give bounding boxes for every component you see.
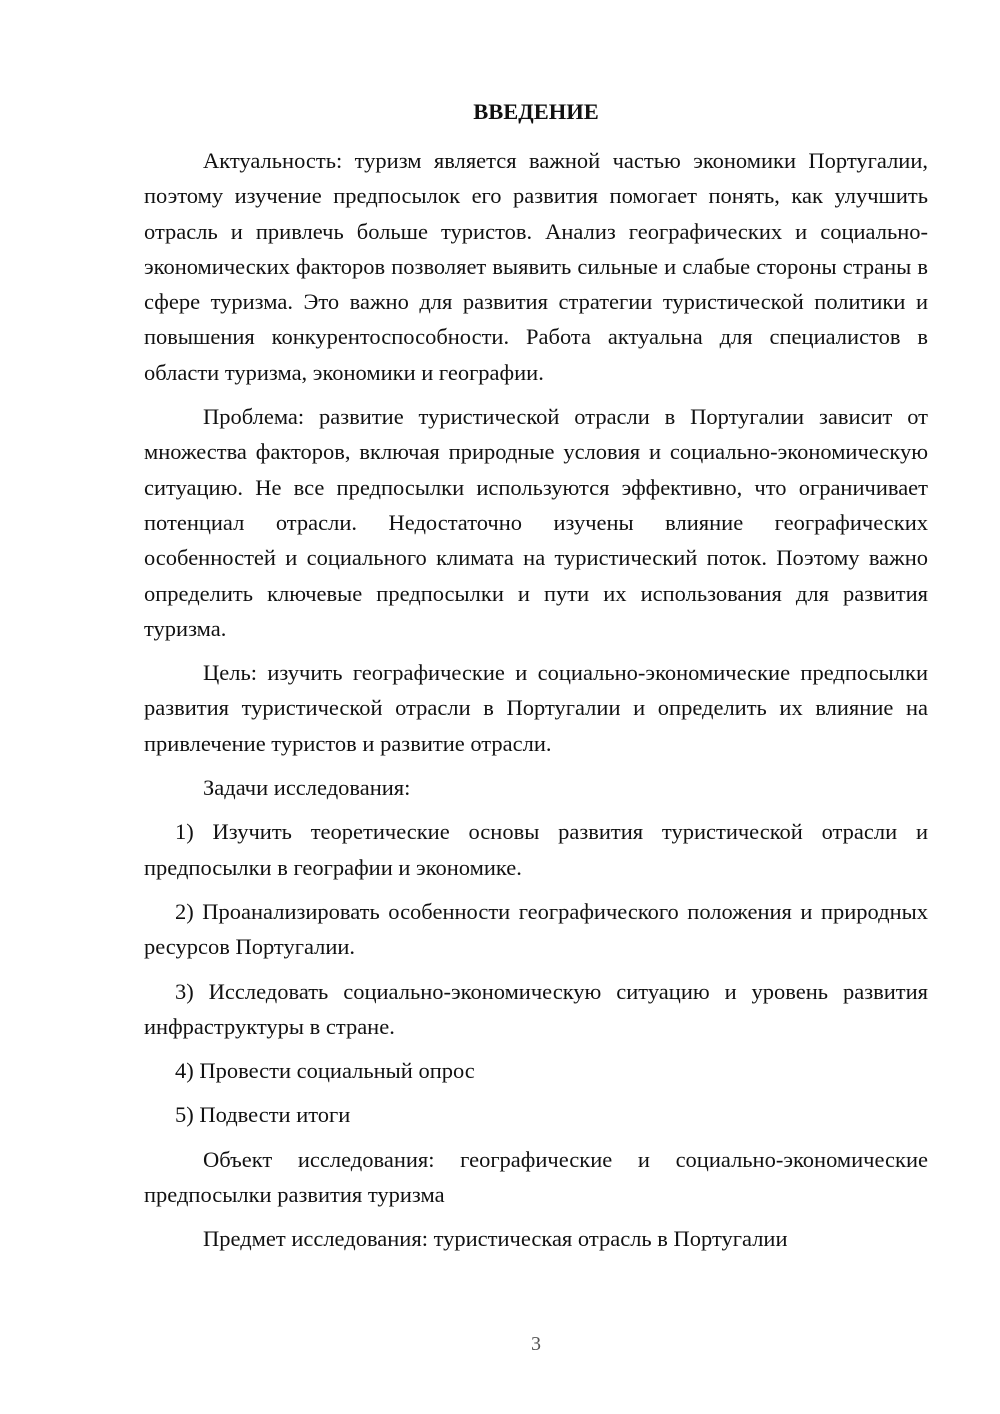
- page-content: [144, 94, 928, 1266]
- problem-paragraph: Проблема: развитие туристической отрасли в Португалии зависит от множества факторов, включая природные условия и социально-экономическую ситуацию. Не все предпосылки используются эффективно, что ограничивает потенциал отрасли. Недостаточно изучены влияние географических особенностей и социального климата на туристический поток. Поэтому важно определить ключевые предпосылки и пути их использования для развития туризма.: [144, 404, 928, 641]
- page-number: 3: [531, 1333, 541, 1355]
- task-item-4: 4) Провести социальный опрос: [175, 1058, 475, 1084]
- goal-paragraph: Цель: изучить географические и социально-экономические предпосылки развития туристической отрасли в Португалии и определить их влияние на привлечение туристов и развитие отрасли.: [144, 660, 928, 756]
- page-title: ВВЕДЕНИЕ: [473, 99, 599, 124]
- task-item-3: 3) Исследовать социально-экономическую ситуацию и уровень развития инфраструктуры в стране.: [144, 978, 928, 1039]
- relevance-paragraph: Актуальность: туризм является важной частью экономики Португалии, поэтому изучение предпосылок его развития помогает понять, как улучшить отрасль и привлечь больше туристов. Анализ географических и социально-экономических факторов позволяет выявить сильные и слабые стороны страны в сфере туризма. Это важно для развития стратегии туристической политики и повышения конкурентоспособности. Работа актуальна для специалистов в области туризма, экономики и географии.: [144, 148, 928, 385]
- subject-paragraph: Предмет исследования: туристическая отрасль в Португалии: [203, 1226, 788, 1252]
- task-item-5: 5) Подвести итоги: [175, 1102, 351, 1128]
- task-item-1: 1) Изучить теоретические основы развития туристической отрасли и предпосылки в географии и экономике.: [144, 819, 928, 880]
- object-paragraph: Объект исследования: географические и социально-экономические предпосылки развития туризма: [144, 1146, 928, 1208]
- tasks-title: Задачи исследования:: [203, 775, 411, 801]
- task-item-2: 2) Проанализировать особенности географического положения и природных ресурсов Португалии.: [144, 898, 928, 960]
